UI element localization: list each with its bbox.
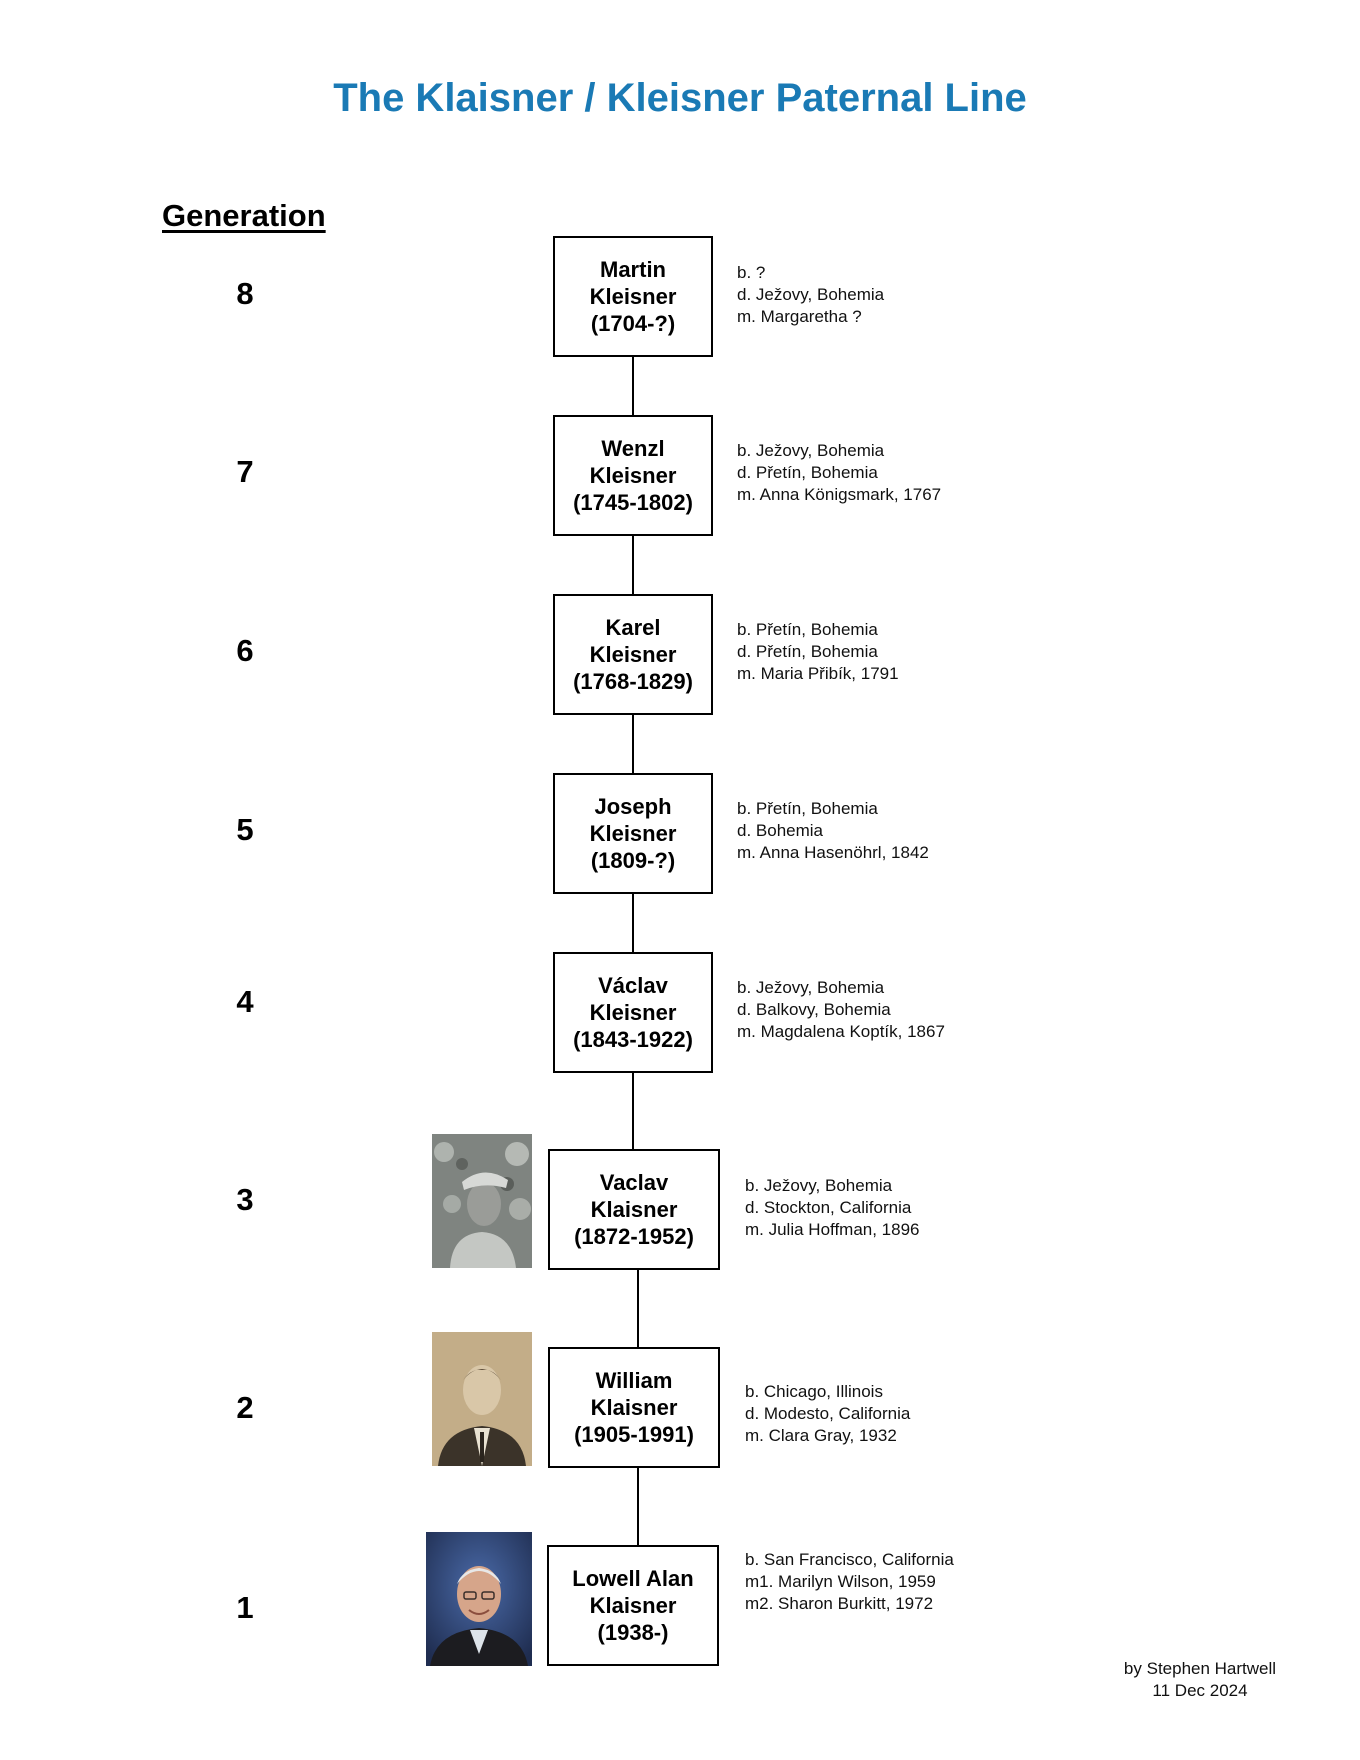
person-box-wenzl bbox=[553, 415, 713, 536]
author-name: by Stephen Hartwell bbox=[1123, 1659, 1277, 1678]
detail-birth: b. Ježovy, Bohemia bbox=[745, 1176, 893, 1195]
portrait-photo-vaclav bbox=[432, 1134, 532, 1268]
detail-birth: b. Ježovy, Bohemia bbox=[737, 441, 885, 460]
person-name-line2: Kleisner bbox=[589, 284, 677, 309]
detail-death: d. Ježovy, Bohemia bbox=[737, 285, 885, 304]
detail-death: d. Modesto, California bbox=[745, 1404, 911, 1423]
person-name-line2: Klaisner bbox=[589, 1593, 677, 1618]
detail-birth: b. Ježovy, Bohemia bbox=[737, 978, 885, 997]
person-details-lowell bbox=[745, 1549, 954, 1615]
detail-marriage: m. Magdalena Koptík, 1867 bbox=[737, 1022, 945, 1041]
person-name-line1: Vaclav bbox=[599, 1170, 669, 1195]
detail-marriage: m. Clara Gray, 1932 bbox=[745, 1426, 897, 1445]
portrait-photo-vaclav-image bbox=[432, 1134, 532, 1268]
person-name-line2: Kleisner bbox=[589, 821, 677, 846]
person-name-line2: Klaisner bbox=[590, 1395, 678, 1420]
person-years: (1843-1922) bbox=[573, 1027, 693, 1052]
person-details-joseph bbox=[737, 798, 929, 864]
generation-number-5: 5 bbox=[236, 812, 254, 847]
person-name-line1: Martin bbox=[600, 257, 666, 282]
portrait-photo-lowell-image bbox=[426, 1532, 532, 1666]
person-name-line1: Lowell Alan bbox=[572, 1566, 694, 1591]
person-box-karel bbox=[553, 594, 713, 715]
person-years: (1938-) bbox=[597, 1620, 669, 1645]
detail-marriage: m. Anna Königsmark, 1767 bbox=[737, 485, 942, 504]
person-box-william bbox=[548, 1347, 720, 1468]
person-name-line2: Klaisner bbox=[590, 1197, 678, 1222]
person-name-line1: Václav bbox=[598, 973, 668, 998]
detail-birth: b. San Francisco, California bbox=[745, 1550, 954, 1569]
connector-5-4 bbox=[632, 892, 634, 954]
person-details-vaclav-1843 bbox=[737, 977, 945, 1043]
detail-death: d. Přetín, Bohemia bbox=[737, 463, 878, 482]
person-name-line2: Kleisner bbox=[589, 1000, 677, 1025]
generation-number-4: 4 bbox=[236, 984, 254, 1019]
generation-number-1: 1 bbox=[236, 1590, 254, 1625]
person-box-lowell bbox=[547, 1545, 719, 1666]
person-details-vaclav-1872 bbox=[745, 1175, 920, 1241]
connector-2-1 bbox=[637, 1467, 639, 1547]
person-box-martin bbox=[553, 236, 713, 357]
person-years: (1768-1829) bbox=[573, 669, 693, 694]
generation-heading: Generation bbox=[162, 198, 326, 233]
portrait-photo-lowell bbox=[426, 1532, 532, 1666]
detail-marriage: m. Maria Přibík, 1791 bbox=[737, 664, 899, 683]
detail-death: d. Stockton, California bbox=[745, 1198, 912, 1217]
author-credit bbox=[1090, 1658, 1310, 1702]
detail-birth: b. ? bbox=[737, 263, 766, 282]
portrait-photo-william bbox=[432, 1332, 532, 1466]
detail-marriage: m. Margaretha ? bbox=[737, 307, 862, 326]
connector-3-2 bbox=[637, 1269, 639, 1349]
person-years: (1809-?) bbox=[590, 848, 676, 873]
person-details-william bbox=[745, 1381, 910, 1447]
person-name-line1: Joseph bbox=[594, 794, 672, 819]
generation-number-3: 3 bbox=[236, 1182, 254, 1217]
detail-marriage-1: m1. Marilyn Wilson, 1959 bbox=[745, 1572, 936, 1591]
person-details-karel bbox=[737, 619, 899, 685]
person-name-line1: Wenzl bbox=[601, 436, 665, 461]
generation-number-8: 8 bbox=[236, 276, 254, 311]
generation-number-6: 6 bbox=[236, 633, 254, 668]
page-title: The Klaisner / Kleisner Paternal Line bbox=[333, 76, 1027, 120]
person-years: (1905-1991) bbox=[574, 1422, 694, 1447]
person-name-line2: Kleisner bbox=[589, 642, 677, 667]
person-name-line1: Karel bbox=[605, 615, 661, 640]
person-name-line1: William bbox=[595, 1368, 673, 1393]
author-date: 11 Dec 2024 bbox=[1152, 1681, 1248, 1700]
detail-marriage: m. Anna Hasenöhrl, 1842 bbox=[737, 843, 929, 862]
person-name-line2: Kleisner bbox=[589, 463, 677, 488]
person-box-joseph bbox=[553, 773, 713, 894]
person-years: (1745-1802) bbox=[573, 490, 693, 515]
detail-marriage-2: m2. Sharon Burkitt, 1972 bbox=[745, 1594, 934, 1613]
person-box-vaclav-1843 bbox=[553, 952, 713, 1073]
connector-4-3 bbox=[632, 1071, 634, 1151]
person-years: (1872-1952) bbox=[574, 1224, 694, 1249]
detail-birth: b. Přetín, Bohemia bbox=[737, 799, 878, 818]
generation-number-2: 2 bbox=[236, 1390, 254, 1425]
person-details-martin bbox=[737, 262, 884, 328]
connector-6-5 bbox=[632, 713, 634, 775]
detail-death: d. Přetín, Bohemia bbox=[737, 642, 878, 661]
detail-marriage: m. Julia Hoffman, 1896 bbox=[745, 1220, 920, 1239]
person-years: (1704-?) bbox=[590, 311, 676, 336]
person-details-wenzl bbox=[737, 440, 941, 506]
detail-death: d. Bohemia bbox=[737, 821, 823, 840]
person-box-vaclav-1872 bbox=[548, 1149, 720, 1270]
detail-birth: b. Přetín, Bohemia bbox=[737, 620, 878, 639]
detail-death: d. Balkovy, Bohemia bbox=[737, 1000, 891, 1019]
generation-number-7: 7 bbox=[236, 454, 254, 489]
connector-8-7 bbox=[632, 355, 634, 417]
detail-birth: b. Chicago, Illinois bbox=[745, 1382, 883, 1401]
connector-7-6 bbox=[632, 534, 634, 596]
portrait-photo-william-image bbox=[432, 1332, 532, 1466]
